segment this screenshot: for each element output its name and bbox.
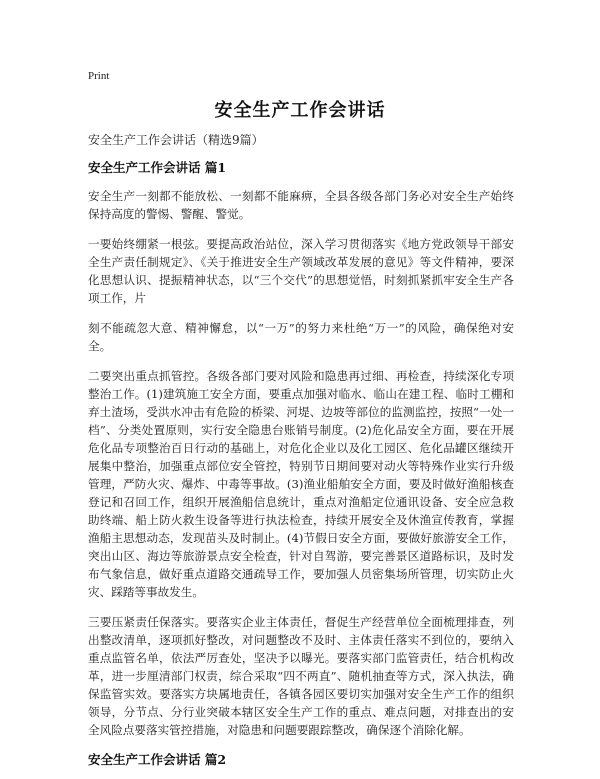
paragraph-intro: 安全生产一刻都不能放松、一刻都不能麻痹，全县各级各部门务必对安全生产始终保持高度的警惕、警醒、警觉。 (88, 189, 514, 221)
paragraph-first-point: 一要始终绷紧一根弦。要提高政治站位，深入学习贯彻落实《地方党政领导干部安全生产责任制规定》、《关于推进安全生产领域改革发展的意见》等文件精神，要深化思想认识、提振精神状态，以“三个交代”的思想觉悟，时刻抓紧抓牢安全生产各项工作，片 (88, 237, 514, 305)
document-subtitle: 安全生产工作会讲话（精选9篇） (88, 133, 264, 147)
document-body (88, 131, 514, 779)
print-label[interactable]: Print (88, 70, 110, 82)
section-heading-2: 安全生产工作会讲话 篇2 (88, 752, 227, 767)
paragraph-second-point: 二要突出重点抓管控。各级各部门要对风险和隐患再过细、再检查，持续深化专项整治工作。(1)建筑施工安全方面，要重点加强对临水、临山在建工程、临时工棚和弃土渣场，受洪水冲击有危险的桥梁、河堤、边坡等部位的监测监控，按照“一处一档”、分类处置原则，实行安全隐患台账销号制度。(2)危化品安全方面，要在开展危化品专项整治百日行动的基础上，对危化企业以及化工园区、危化品罐区继续开展集中整治，加强重点部位安全管控，特别节日期间要对动火等特殊作业实行升级管理，严防火灾、爆炸、中毒等事故。(3)渔业船舶安全方面，要及时做好渔船核查登记和召回工作，组织开展渔船信息统计，重点对渔船定位通讯设备、安全应急救助终端、船上防火救生设备等进行执法检查，持续开展安全及休渔宣传教育，掌握渔船主思想动态，发现苗头及时制止。(4)节假日安全方面，要做好旅游安全工作，突出山区、海边等旅游景点安全检查，针对自驾游，要完善景区道路标识，及时发布气象信息，做好重点道路交通疏导工作，要加强人员密集场所管理，切实防止火灾、踩踏等事故发生。 (88, 369, 514, 599)
section-heading-1: 安全生产工作会讲话 篇1 (88, 160, 227, 175)
paragraph-third-point: 三要压紧责任保落实。要落实企业主体责任，督促生产经营单位全面梳理排查，列出整改清单，逐项抓好整改，对问题整改不及时、主体责任落实不到位的，要纳入重点监管名单，依法严厉查处，坚决予以曝光。要落实部门监管责任，结合机构改革，进一步厘清部门权责，综合采取“四不两直”、随机抽查等方式，深入执法，确保监管实效。要落实方块属地责任，各镇各园区要切实加强对安全生产工作的组织领导，分节点、分行业突破本辖区安全生产工作的重点、难点问题，对排查出的安全风险点要落实管控措施，对隐患和问题要跟踪整改，确保逐个消除化解。 (88, 615, 514, 737)
paragraph-first-point-continued: 刻不能疏忽大意、精神懈怠，以“一万”的努力来杜绝“万一”的风险，确保绝对安全。 (88, 321, 514, 353)
document-title: 安全生产工作会讲话 (214, 100, 386, 121)
